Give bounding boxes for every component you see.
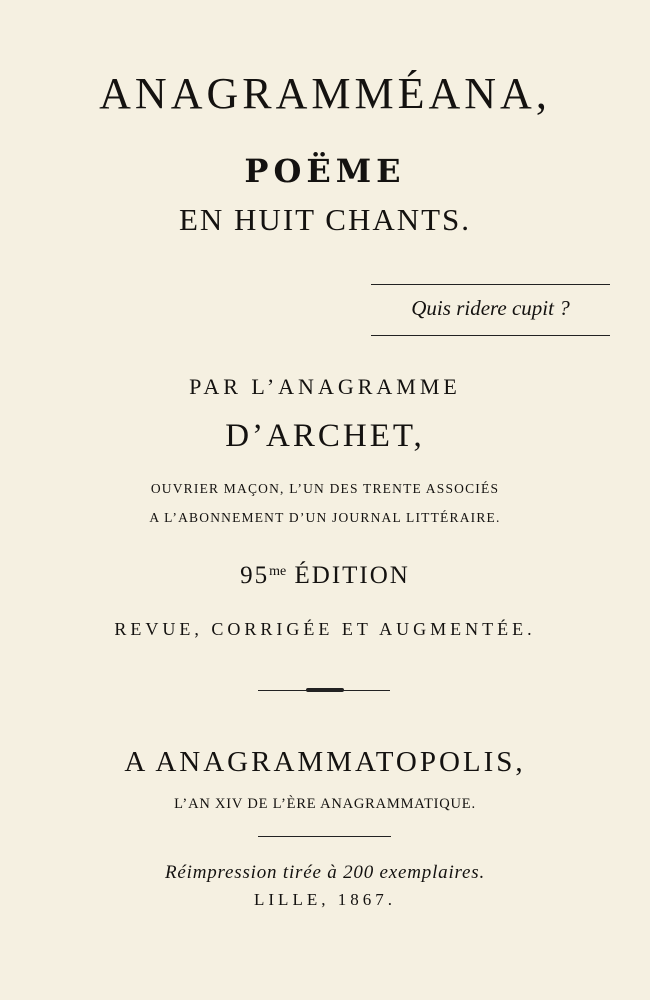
ornamental-rule-center xyxy=(306,688,344,692)
edition-label: ÉDITION xyxy=(294,562,410,589)
epigraph-box xyxy=(371,284,610,336)
edition-suffix: me xyxy=(269,564,287,579)
author-name: D’ARCHET, xyxy=(225,418,425,454)
epigraph: Quis ridere cupit ? xyxy=(411,296,570,320)
author-intro: PAR L’ANAGRAMME xyxy=(189,374,461,399)
book-subtitle: POËME xyxy=(244,152,406,190)
publication-place: A ANAGRAMMATOPOLIS, xyxy=(124,746,526,778)
edition-number: 95 xyxy=(240,562,270,589)
reprint-note: Réimpression tirée à 200 exemplaires. xyxy=(165,862,485,883)
book-title: ANAGRAMMÉANA, xyxy=(99,69,551,118)
imprint: LILLE, 1867. xyxy=(254,890,396,909)
author-description-line-2: A L’ABONNEMENT D’UN JOURNAL LITTÉRAIRE. xyxy=(149,510,501,525)
divider-rule xyxy=(258,836,391,837)
book-subtitle-chants: EN HUIT CHANTS. xyxy=(178,202,472,237)
edition-description: REVUE, CORRIGÉE ET AUGMENTÉE. xyxy=(114,619,536,639)
edition-line xyxy=(0,562,650,590)
author-description-line-1: OUVRIER MAÇON, L’UN DES TRENTE ASSOCIÉS xyxy=(150,481,500,496)
publication-date: L’AN XIV DE L’ÈRE ANAGRAMMATIQUE. xyxy=(174,796,476,812)
